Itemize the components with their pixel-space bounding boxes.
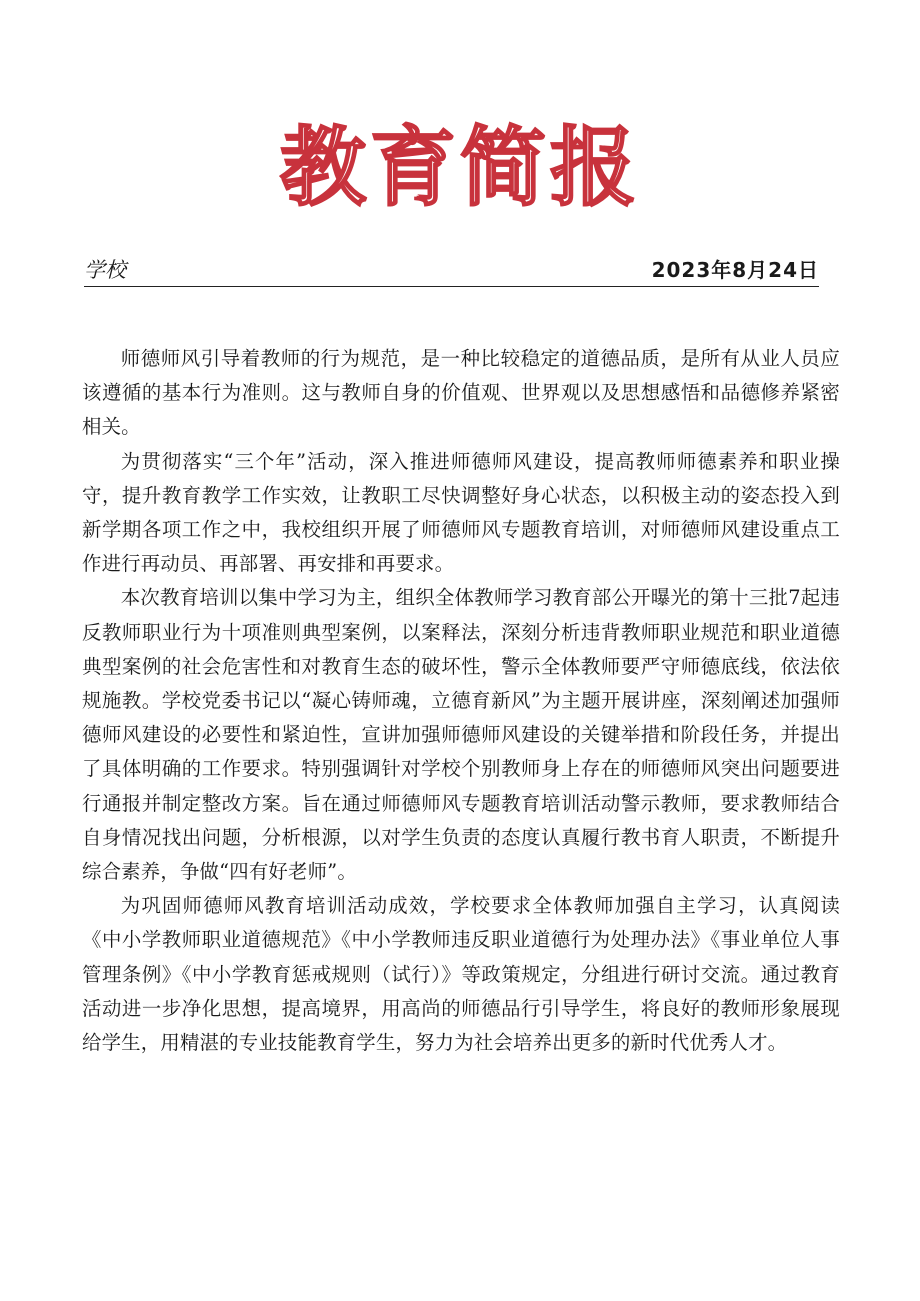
header-line: [84, 256, 819, 287]
school-label: 学校: [84, 258, 126, 282]
paragraph-2: 为贯彻落实“三个年”活动，深入推进师德师风建设，提高教师师德素养和职业操守，提升教育教学工作实效，让教职工尽快调整好身心状态，以积极主动的姿态投入到新学期各项工作之中，我校组织开展了师德师风专题教育培训，对师德师风建设重点工作进行再动员、再部署、再安排和再要求。: [82, 449, 840, 576]
issue-date: 2023年8月24日: [651, 258, 819, 282]
paragraph-1: 师德师风引导着教师的行为规范，是一种比较稳定的道德品质，是所有从业人员应该遵循的基本行为准则。这与教师自身的价值观、世界观以及思想感悟和品德修养紧密相关。: [82, 347, 840, 439]
bulletin-title: 教育简报: [280, 118, 640, 218]
paragraph-4: 为巩固师德师风教育培训活动成效，学校要求全体教师加强自主学习，认真阅读《中小学教师职业道德规范》《中小学教师违反职业道德行为处理办法》《事业单位人事管理条例》《中小学教育惩戒规则（试行）》等政策规定，分组进行研讨交流。通过教育活动进一步净化思想，提高境界，用高尚的师德品行引导学生，将良好的教师形象展现给学生，用精湛的专业技能教育学生，努力为社会培养出更多的新时代优秀人才。: [82, 894, 840, 1055]
masthead: [0, 118, 920, 218]
paragraph-3: 本次教育培训以集中学习为主，组织全体教师学习教育部公开曝光的第十三批7起违反教师职业行为十项准则典型案例，以案释法，深刻分析违背教师职业规范和职业道德典型案例的社会危害性和对教育生态的破坏性，警示全体教师要严守师德底线，依法依规施教。学校党委书记以“凝心铸师魂，立德育新风”为主题开展讲座，深刻阐述加强师德师风建设的必要性和紧迫性，宣讲加强师德师风建设的关键举措和阶段任务，并提出了具体明确的工作要求。特别强调针对学校个别教师身上存在的师德师风突出问题要进行通报并制定整改方案。旨在通过师德师风专题教育培训活动警示教师，要求教师结合自身情况找出问题，分析根源，以对学生负责的态度认真履行教书育人职责，不断提升综合素养，争做“四有好老师”。: [82, 586, 840, 884]
article-body: [82, 342, 840, 1060]
